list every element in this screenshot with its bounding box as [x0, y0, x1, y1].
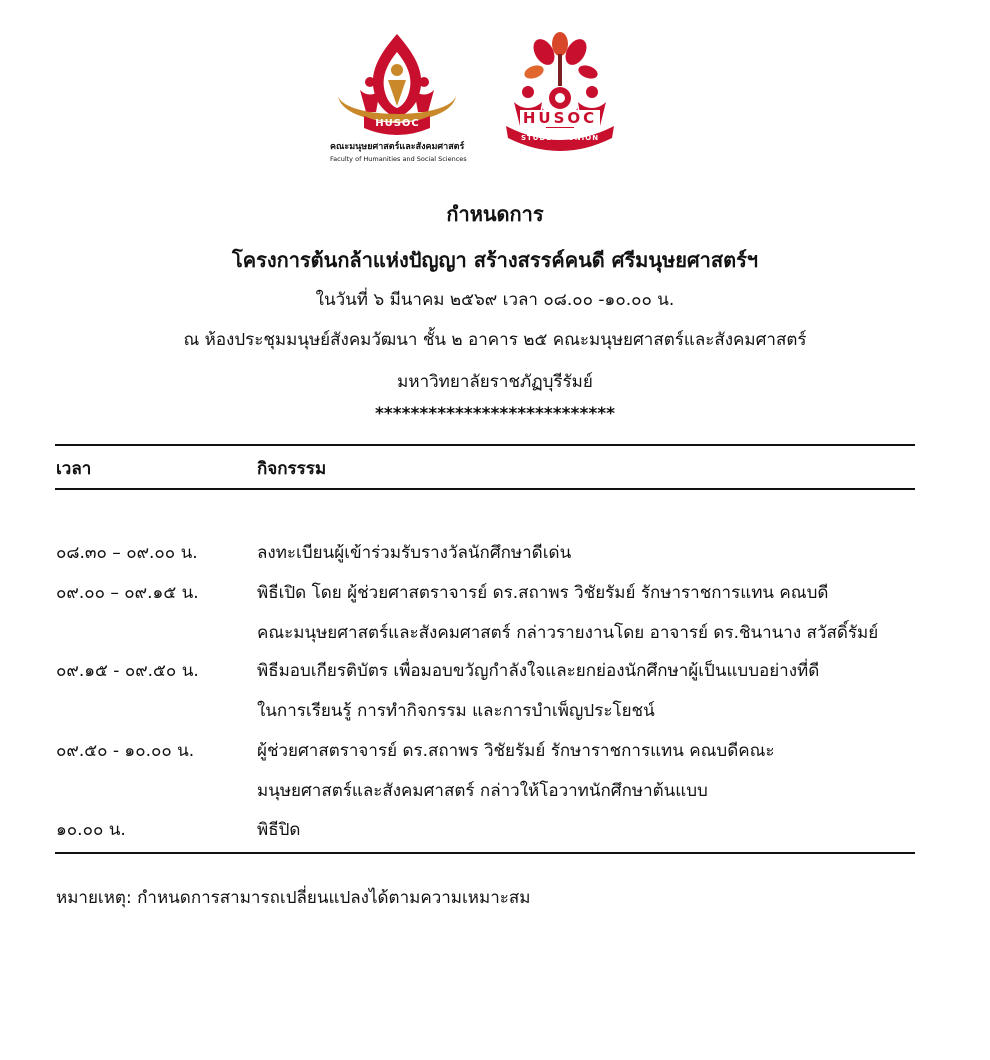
- student-union-logo: [500, 30, 620, 165]
- event-date: ในวันที่ ๖ มีนาคม ๒๕๖๙ เวลา ๐๘.๐๐ -๑๐.๐๐ น.: [315, 290, 675, 310]
- table-bottom-rule: [55, 852, 915, 854]
- table-row-time: ๐๘.๓๐ – ๐๙.๐๐ น.: [56, 543, 198, 563]
- table-row-activity: พิธีเปิด โดย ผู้ช่วยศาสตราจารย์ ดร.สถาพร วิชัยรัมย์ รักษาราชการแทน คณบดี: [257, 583, 829, 603]
- faculty-logo-badge: HUSOC: [375, 118, 420, 129]
- faculty-logo: [330, 30, 465, 165]
- logo-area: [0, 30, 990, 165]
- event-venue: ณ ห้องประชุมมนุษย์สังคมวัฒนา ชั้น ๒ อาคาร ๒๕ คณะมนุษยศาสตร์และสังคมศาสตร์: [183, 330, 807, 350]
- university-name: มหาวิทยาลัยราชภัฏบุรีรัมย์: [397, 372, 593, 392]
- star-divider: ***************************: [374, 404, 616, 424]
- table-row-activity: ในการเรียนรู้ การทำกิจกรรม และการบำเพ็ญประโยชน์: [257, 701, 655, 721]
- table-row-time: ๐๙.๑๕ - ๐๙.๕๐ น.: [56, 661, 199, 681]
- table-row-activity: มนุษยศาสตร์และสังคมศาสตร์ กล่าวให้โอวาทนักศึกษาต้นแบบ: [257, 781, 708, 801]
- table-row-activity: คณะมนุษยศาสตร์และสังคมศาสตร์ กล่าวรายงานโดย อาจารย์ ดร.ชินานาง สวัสดิ์รัมย์: [257, 623, 879, 643]
- table-header-rule: [55, 488, 915, 490]
- column-header-time: เวลา: [56, 459, 92, 479]
- table-row-activity: พิธีปิด: [257, 820, 301, 840]
- table-row-time: ๑๐.๐๐ น.: [56, 820, 126, 840]
- table-row-time: ๐๙.๕๐ - ๑๐.๐๐ น.: [56, 741, 195, 761]
- table-row-activity: ลงทะเบียนผู้เข้าร่วมรับรางวัลนักศึกษาดีเด่น: [257, 543, 572, 563]
- faculty-logo-caption-th: คณะมนุษยศาสตร์และสังคมศาสตร์: [330, 142, 465, 152]
- student-union-badge: HUSOC: [520, 110, 600, 127]
- column-header-activity: กิจกรรรม: [257, 459, 327, 479]
- table-row-activity: พิธีมอบเกียรติบัตร เพื่อมอบขวัญกำลังใจและยกย่องนักศึกษาผู้เป็นแบบอย่างที่ดี: [257, 661, 820, 681]
- schedule-title: กำหนดการ: [446, 202, 544, 226]
- student-union-ribbon: STUDENT UNION: [520, 134, 600, 142]
- table-row-time: ๐๙.๐๐ – ๐๙.๑๕ น.: [56, 583, 199, 603]
- project-name: โครงการต้นกล้าแห่งปัญญา สร้างสรรค์คนดี ศรีมนุษยศาสตร์ฯ: [231, 248, 759, 272]
- faculty-logo-caption-en: Faculty of Humanities and Social Sciences: [330, 155, 467, 163]
- table-top-rule: [55, 444, 915, 446]
- table-row-activity: ผู้ช่วยศาสตราจารย์ ดร.สถาพร วิชัยรัมย์ รักษาราชการแทน คณบดีคณะ: [257, 741, 775, 761]
- footnote: หมายเหตุ: กำหนดการสามารถเปลี่ยนแปลงได้ตามความเหมาะสม: [56, 888, 531, 908]
